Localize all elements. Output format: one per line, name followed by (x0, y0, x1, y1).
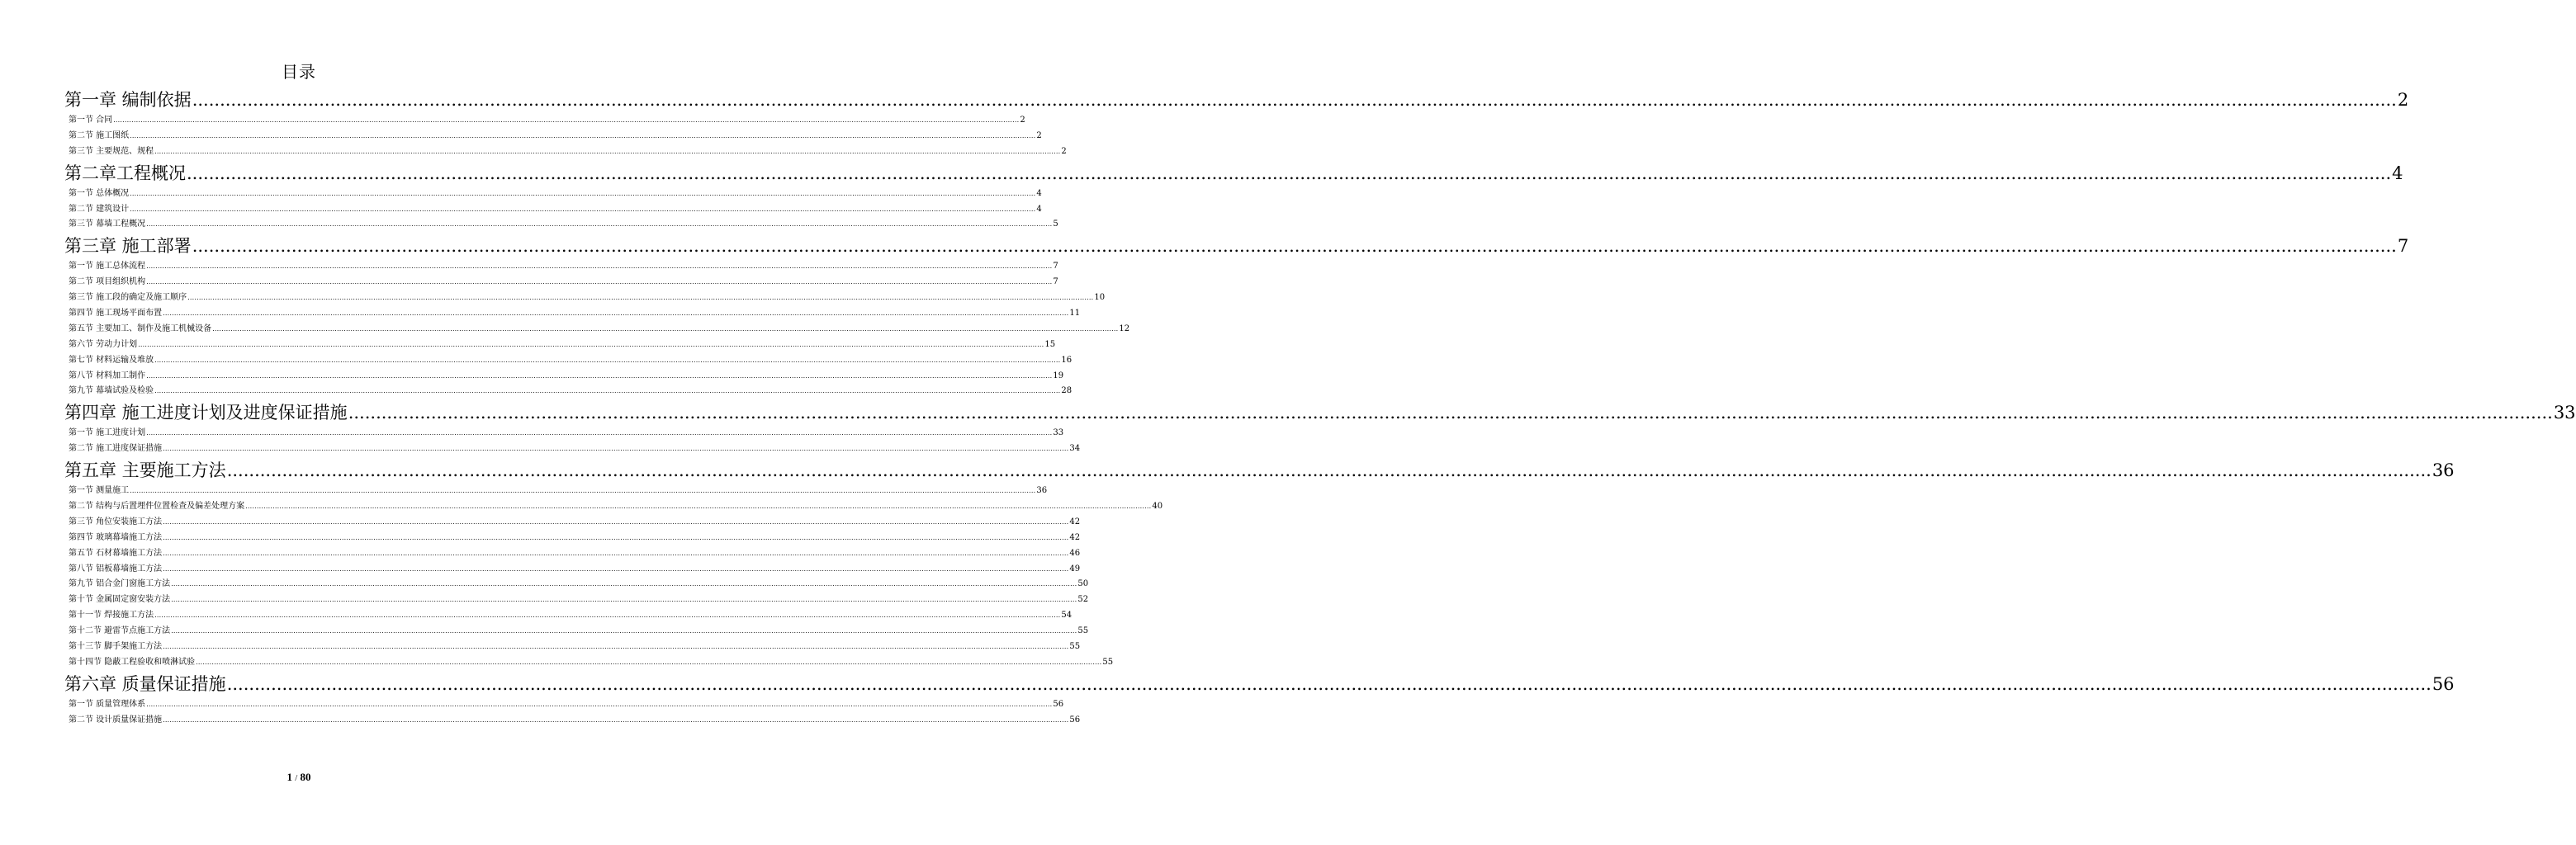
dot-leader: ................................................................................................................................................................................................................................................................................................................................................................................................................ (163, 517, 1069, 526)
page-title: 目录 (282, 62, 316, 82)
toc-section-entry[interactable] (64, 624, 1089, 640)
toc-chapter-entry[interactable] (64, 87, 2409, 113)
dot-leader: ................................................................................................................................................................................................................................................................................................................................................................................................................ (163, 549, 1069, 557)
table-of-contents (64, 87, 2576, 729)
toc-entry-label: 第一节 总体概况 (69, 188, 130, 198)
toc-chapter-entry[interactable] (64, 671, 2455, 697)
toc-entry-label: 第六节 劳动力计划 (69, 339, 138, 349)
toc-entry-page-number: 50 (1077, 579, 1089, 589)
toc-section-entry[interactable] (64, 353, 1073, 369)
toc-entry-label: 第一节 施工进度计划 (69, 428, 146, 438)
toc-entry-page-number: 42 (1069, 517, 1081, 526)
toc-entry-page-number: 56 (2432, 673, 2455, 694)
toc-entry-page-number: 10 (1094, 293, 1106, 303)
toc-entry-label: 第二章工程概况 (64, 163, 186, 183)
toc-entry-label: 第二节 设计质量保证措施 (69, 715, 163, 725)
toc-entry-page-number: 33 (1053, 428, 1064, 438)
toc-entry-label: 第二节 施工图纸 (69, 130, 130, 140)
dot-leader: ................................................................................................................................................................................................................................................................................................................................................................................................................ (130, 487, 1036, 495)
dot-leader: ................................................................................................................................................................................................................................................................................................................................................................................................................ (154, 356, 1061, 364)
toc-entry-page-number: 11 (1069, 309, 1081, 318)
toc-entry-label: 第三节 施工段的确定及施工顺序 (69, 293, 187, 303)
toc-entry-page-number: 28 (1061, 386, 1073, 396)
dot-leader: ................................................................................................................................................................................................................................................................................................................................................................................................................ (113, 116, 1020, 124)
dot-leader: ................................................................................................................................................................................................................................................................................................................................................................................................................ (192, 236, 2397, 257)
toc-entry-page-number: 2 (1061, 146, 1067, 156)
toc-section-entry[interactable] (64, 441, 1081, 457)
toc-entry-label: 第十二节 避雷节点施工方法 (69, 626, 171, 636)
dot-leader: ................................................................................................................................................................................................................................................................................................................................................................................................................ (163, 643, 1069, 651)
dot-leader: ................................................................................................................................................................................................................................................................................................................................................................................................................ (146, 429, 1053, 437)
toc-entry-page-number: 19 (1053, 371, 1064, 380)
dot-leader: ................................................................................................................................................................................................................................................................................................................................................................................................................ (130, 189, 1036, 197)
toc-entry-page-number: 56 (1053, 699, 1064, 709)
toc-entry-label: 第六章 质量保证措施 (64, 673, 226, 694)
toc-chapter-entry[interactable] (64, 457, 2455, 484)
toc-entry-page-number: 49 (1069, 564, 1081, 574)
toc-entry-label: 第二节 建筑设计 (69, 204, 130, 214)
toc-entry-label: 第三章 施工部署 (64, 236, 192, 257)
dot-leader: ................................................................................................................................................................................................................................................................................................................................................................................................................ (192, 90, 2397, 110)
toc-section-entry[interactable] (64, 713, 1081, 729)
dot-leader: ................................................................................................................................................................................................................................................................................................................................................................................................................ (163, 533, 1069, 541)
toc-entry-label: 第二节 结构与后置埋件位置检查及偏差处理方案 (69, 502, 245, 512)
toc-entry-label: 第十一节 焊接施工方法 (69, 611, 154, 621)
toc-section-entry[interactable] (64, 577, 1089, 592)
toc-entry-label: 第五章 主要施工方法 (64, 460, 226, 481)
toc-entry-page-number: 55 (1069, 642, 1081, 652)
toc-entry-label: 第九节 幕墙试验及检验 (69, 386, 154, 396)
toc-entry-page-number: 52 (1077, 595, 1089, 605)
toc-entry-page-number: 4 (2392, 163, 2403, 183)
toc-entry-label: 第七节 材料运输及堆放 (69, 355, 154, 365)
toc-entry-page-number: 4 (1036, 188, 1042, 198)
toc-section-entry[interactable] (64, 306, 1081, 322)
toc-entry-page-number: 55 (1077, 626, 1089, 636)
dot-leader: ................................................................................................................................................................................................................................................................................................................................................................................................................ (163, 309, 1069, 317)
toc-section-entry[interactable] (64, 322, 1130, 338)
dot-leader: ................................................................................................................................................................................................................................................................................................................................................................................................................ (348, 403, 2553, 423)
dot-leader: ................................................................................................................................................................................................................................................................................................................................................................................................................ (163, 715, 1069, 724)
dot-leader: ................................................................................................................................................................................................................................................................................................................................................................................................................ (154, 147, 1061, 155)
toc-entry-label: 第四章 施工进度计划及进度保证措施 (64, 403, 348, 423)
toc-entry-label: 第三节 角位安装施工方法 (69, 517, 163, 526)
dot-leader: ................................................................................................................................................................................................................................................................................................................................................................................................................ (171, 580, 1077, 588)
toc-entry-page-number: 7 (1053, 262, 1058, 271)
toc-section-entry[interactable] (64, 484, 1048, 499)
dot-leader: ................................................................................................................................................................................................................................................................................................................................................................................................................ (154, 387, 1061, 395)
toc-section-entry[interactable] (64, 259, 1058, 275)
toc-section-entry[interactable] (64, 655, 1114, 671)
page-number-footer (0, 771, 598, 784)
toc-entry-page-number: 36 (1036, 486, 1048, 496)
dot-leader: ................................................................................................................................................................................................................................................................................................................................................................................................................ (154, 611, 1061, 620)
toc-section-entry[interactable] (64, 499, 1163, 515)
toc-entry-page-number: 7 (2397, 236, 2409, 257)
toc-section-entry[interactable] (64, 275, 1058, 290)
toc-chapter-entry[interactable] (64, 233, 2409, 259)
dot-leader: ................................................................................................................................................................................................................................................................................................................................................................................................................ (187, 294, 1094, 302)
toc-chapter-entry[interactable] (64, 399, 2576, 426)
toc-entry-label: 第四节 施工现场平面布置 (69, 309, 163, 318)
toc-section-entry[interactable] (64, 144, 1067, 160)
toc-entry-page-number: 33 (2553, 403, 2576, 423)
dot-leader: ................................................................................................................................................................................................................................................................................................................................................................................................................ (226, 673, 2432, 694)
toc-entry-label: 第一节 测量施工 (69, 486, 130, 496)
toc-section-entry[interactable] (64, 426, 1064, 441)
toc-entry-page-number: 16 (1061, 355, 1073, 365)
toc-entry-page-number: 46 (1069, 548, 1081, 558)
toc-section-entry[interactable] (64, 369, 1064, 385)
toc-section-entry[interactable] (64, 338, 1056, 353)
dot-leader: ................................................................................................................................................................................................................................................................................................................................................................................................................ (171, 596, 1077, 604)
toc-entry-label: 第三节 幕墙工程概况 (69, 220, 146, 229)
toc-section-entry[interactable] (64, 546, 1081, 562)
toc-entry-page-number: 40 (1152, 502, 1163, 512)
toc-entry-label: 第二节 项目组织机构 (69, 277, 146, 287)
dot-leader: ................................................................................................................................................................................................................................................................................................................................................................................................................ (138, 340, 1044, 348)
toc-entry-page-number: 5 (1053, 220, 1058, 229)
toc-entry-page-number: 2 (2397, 90, 2409, 110)
toc-entry-label: 第三节 主要规范、规程 (69, 146, 154, 156)
toc-entry-label: 第十三节 脚手架施工方法 (69, 642, 163, 652)
toc-entry-page-number: 55 (1102, 657, 1114, 667)
toc-entry-page-number: 12 (1119, 323, 1130, 333)
dot-leader: ................................................................................................................................................................................................................................................................................................................................................................................................................ (130, 131, 1036, 139)
dot-leader: ................................................................................................................................................................................................................................................................................................................................................................................................................ (212, 324, 1119, 333)
dot-leader: ................................................................................................................................................................................................................................................................................................................................................................................................................ (171, 627, 1077, 635)
toc-entry-label: 第一节 施工总体流程 (69, 262, 146, 271)
toc-entry-page-number: 2 (1020, 115, 1025, 125)
toc-chapter-entry[interactable] (64, 160, 2403, 186)
dot-leader: ................................................................................................................................................................................................................................................................................................................................................................................................................ (146, 371, 1053, 380)
toc-section-entry[interactable] (64, 217, 1058, 233)
toc-entry-label: 第九节 铝合金门窗施工方法 (69, 579, 171, 589)
dot-leader: ................................................................................................................................................................................................................................................................................................................................................................................................................ (163, 564, 1069, 573)
dot-leader: ................................................................................................................................................................................................................................................................................................................................................................................................................ (146, 262, 1053, 271)
toc-entry-label: 第八节 铝板幕墙施工方法 (69, 564, 163, 574)
toc-section-entry[interactable] (64, 290, 1106, 306)
toc-section-entry[interactable] (64, 608, 1073, 624)
toc-section-entry[interactable] (64, 384, 1073, 399)
toc-section-entry[interactable] (64, 186, 1042, 202)
dot-leader: ................................................................................................................................................................................................................................................................................................................................................................................................................ (226, 460, 2432, 481)
toc-section-entry[interactable] (64, 202, 1042, 218)
toc-entry-page-number: 4 (1036, 204, 1042, 214)
toc-section-entry[interactable] (64, 515, 1081, 531)
current-page: 1 (286, 771, 292, 783)
page-separator: / (295, 773, 298, 783)
dot-leader: ................................................................................................................................................................................................................................................................................................................................................................................................................ (146, 278, 1053, 286)
toc-entry-page-number: 36 (2432, 460, 2455, 481)
dot-leader: ................................................................................................................................................................................................................................................................................................................................................................................................................ (187, 163, 2392, 183)
toc-entry-label: 第五节 石材幕墙施工方法 (69, 548, 163, 558)
toc-section-entry[interactable] (64, 562, 1081, 578)
dot-leader: ................................................................................................................................................................................................................................................................................................................................................................................................................ (196, 658, 1102, 666)
toc-entry-label: 第一节 合同 (69, 115, 113, 125)
toc-entry-page-number: 7 (1053, 277, 1058, 287)
toc-entry-page-number: 34 (1069, 444, 1081, 454)
toc-entry-label: 第四节 玻璃幕墙施工方法 (69, 532, 163, 542)
toc-section-entry[interactable] (64, 113, 1025, 129)
toc-section-entry[interactable] (64, 697, 1064, 713)
dot-leader: ................................................................................................................................................................................................................................................................................................................................................................................................................ (146, 700, 1053, 708)
dot-leader: ................................................................................................................................................................................................................................................................................................................................................................................................................ (245, 503, 1152, 511)
dot-leader: ................................................................................................................................................................................................................................................................................................................................................................................................................ (146, 220, 1053, 229)
toc-section-entry[interactable] (64, 531, 1081, 546)
toc-entry-page-number: 42 (1069, 532, 1081, 542)
dot-leader: ................................................................................................................................................................................................................................................................................................................................................................................................................ (163, 445, 1069, 453)
toc-entry-label: 第一章 编制依据 (64, 90, 192, 110)
toc-entry-label: 第一节 质量管理体系 (69, 699, 146, 709)
dot-leader: ................................................................................................................................................................................................................................................................................................................................................................................................................ (130, 205, 1036, 213)
toc-entry-label: 第十节 金属固定窗安装方法 (69, 595, 171, 605)
toc-section-entry[interactable] (64, 129, 1042, 144)
toc-entry-label: 第八节 材料加工制作 (69, 371, 146, 380)
toc-entry-page-number: 15 (1044, 339, 1056, 349)
toc-entry-page-number: 56 (1069, 715, 1081, 725)
toc-entry-label: 第二节 施工进度保证措施 (69, 444, 163, 454)
toc-entry-label: 第五节 主要加工、制作及施工机械设备 (69, 323, 212, 333)
toc-section-entry[interactable] (64, 592, 1089, 608)
total-pages: 80 (300, 771, 311, 783)
toc-section-entry[interactable] (64, 640, 1081, 655)
toc-entry-label: 第十四节 隐蔽工程验收和喷淋试验 (69, 657, 196, 667)
toc-entry-page-number: 2 (1036, 130, 1042, 140)
toc-entry-page-number: 54 (1061, 611, 1073, 621)
